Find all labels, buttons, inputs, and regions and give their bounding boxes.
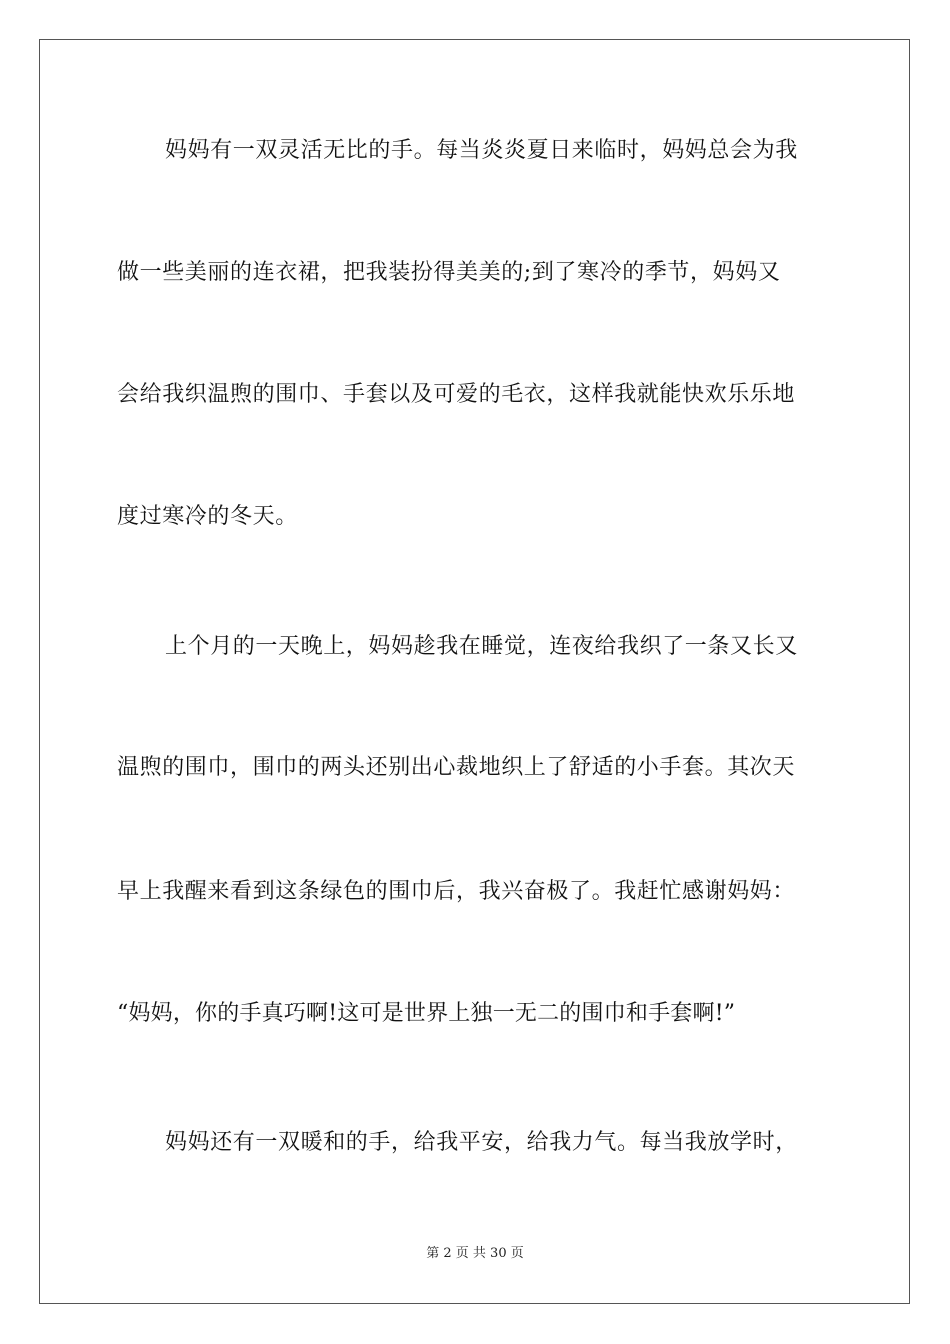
paragraph-2-line-3: 早上我醒来看到这条绿色的围巾后，我兴奋极了。我赶忙感谢妈妈： <box>117 879 796 904</box>
page-number-footer: 第 2 页 共 30 页 <box>426 1246 524 1261</box>
page-frame <box>39 39 910 1304</box>
paragraph-1-line-2: 做一些美丽的连衣裙，把我装扮得美美的;到了寒冷的季节，妈妈又 <box>117 260 781 285</box>
paragraph-1-line-1: 妈妈有一双灵活无比的手。每当炎炎夏日来临时，妈妈总会为我 <box>165 138 798 163</box>
paragraph-3-line-1: 妈妈还有一双暖和的手，给我平安，给我力气。每当我放学时， <box>165 1130 798 1155</box>
paragraph-2-line-1: 上个月的一天晚上，妈妈趁我在睡觉，连夜给我织了一条又长又 <box>165 634 798 659</box>
paragraph-1-line-4: 度过寒冷的冬天。 <box>117 504 298 529</box>
paragraph-2-quote-line: “妈妈，你的手真巧啊!这可是世界上独一无二的围巾和手套啊!” <box>117 1001 736 1026</box>
paragraph-1-line-3: 会给我织温煦的围巾、手套以及可爱的毛衣，这样我就能快欢乐乐地 <box>117 382 796 407</box>
paragraph-2-line-2: 温煦的围巾，围巾的两头还别出心裁地织上了舒适的小手套。其次天 <box>117 755 796 780</box>
